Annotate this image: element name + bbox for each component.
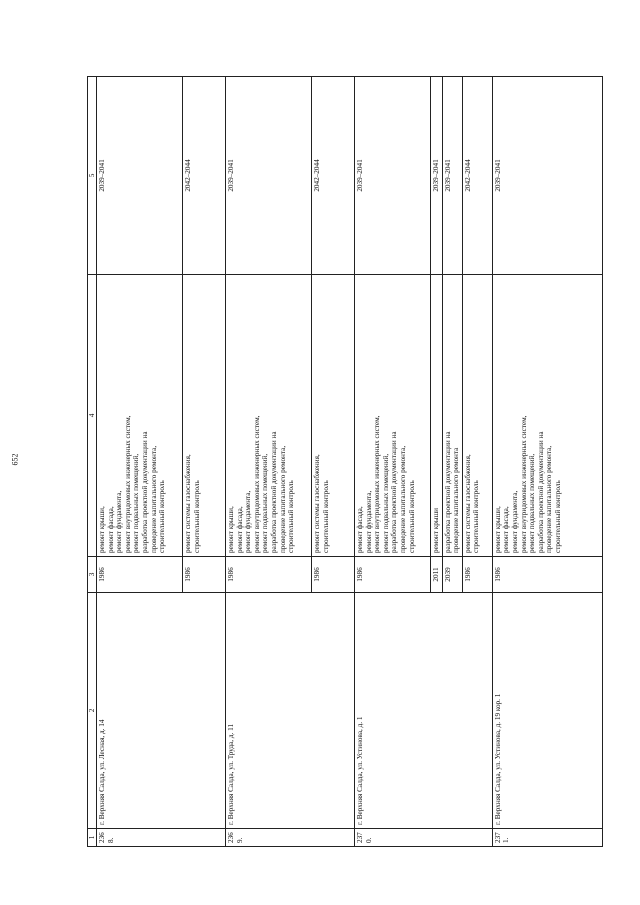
work-item: ремонт внутридомовых инженерных систем, [373,415,382,553]
header-row [88,77,97,847]
address-cell: г. Верхняя Салда, ул. Устинова, д. 19 кор. 1 [492,593,602,829]
table-row [355,77,431,847]
header-cell: 4 [88,275,97,557]
header-cell: 2 [88,593,97,829]
year-cell: 1986 [312,557,355,593]
period-cell: 2039–2041 [442,77,462,275]
year-cell: 1986 [462,557,492,593]
table-row [226,77,312,847]
work-item: ремонт внутридомовых инженерных систем, [123,415,132,553]
work-item: ремонт крыши, [493,506,502,553]
work-item: ремонт крыши [432,507,440,553]
year-cell: 1986 [183,557,226,593]
work-item: ремонт подвальных помещений, [261,453,270,553]
work-item: проведение капитального ремонта, [398,445,407,553]
work-item: разработка проектной документации на [536,431,545,553]
table-area [87,77,608,847]
period-cell: 2042–2044 [312,77,355,275]
address-cell: г. Верхняя Салда, ул. Труда, д. 11 [226,593,355,829]
works-cell [312,275,355,557]
address-cell: г. Верхняя Салда, ул. Лесная, д. 14 [97,593,226,829]
work-item: ремонт системы газоснабжения, [463,454,472,553]
works-cell [226,275,312,557]
period-cell: 2039–2041 [492,77,602,275]
works-cell [355,275,431,557]
work-item: ремонт фасада, [356,506,364,553]
period-cell: 2039–2041 [226,77,312,275]
work-item: проведение капитального ремонта, [149,445,158,553]
address-cell: г. Верхняя Салда, ул. Устинова, д. 1 [355,593,493,829]
year-cell: 2011 [431,557,443,593]
works-cell [442,275,462,557]
work-item: ремонт крыши, [98,506,106,553]
works-cell [492,275,602,557]
work-item: строительный контроль [287,480,296,553]
works-cell [431,275,443,557]
works-cell [183,275,226,557]
work-item: ремонт крыши, [227,506,235,553]
period-cell: 2039–2041 [97,77,183,275]
period-cell: 2039–2041 [431,77,443,275]
work-item: ремонт системы газоснабжения, [184,454,192,553]
year-cell: 2039 [442,557,462,593]
work-item: разработка проектной документации на [269,431,278,553]
works-cell [462,275,492,557]
work-item: ремонт системы газоснабжения, [313,454,321,553]
header-cell: 1 [88,829,97,847]
row-number-cell: 2368. [97,829,226,847]
work-item: строительный контроль [321,480,330,553]
rotated-sheet [87,77,608,847]
row-number-cell: 2370. [355,829,493,847]
work-item: ремонт подвальных помещений, [132,453,141,553]
work-item: ремонт фасада, [502,506,511,553]
period-cell: 2042–2044 [462,77,492,275]
year-cell: 1986 [97,557,183,593]
work-item: ремонт внутридомовых инженерных систем, [252,415,261,553]
work-item: ремонт фасада, [235,506,244,553]
year-cell: 1986 [355,557,431,593]
page-number: 652 [10,453,20,466]
row-number-cell: 2369. [226,829,355,847]
work-item: ремонт фундамента, [364,490,373,553]
table-body [88,77,603,847]
year-cell: 1986 [492,557,602,593]
period-cell: 2039–2041 [355,77,431,275]
work-item: ремонт фундамента, [115,490,124,553]
works-cell [97,275,183,557]
work-item: строительный контроль [407,480,416,553]
work-item: ремонт внутридомовых инженерных систем, [519,415,528,553]
period-cell: 2042–2044 [183,77,226,275]
work-item: ремонт фасада, [106,506,115,553]
table-row [97,77,183,847]
work-item: разработка проектной документации на [140,431,149,553]
year-cell: 1986 [226,557,312,593]
work-item: ремонт фундамента, [510,490,519,553]
work-item: ремонт подвальных помещений, [381,453,390,553]
header-cell: 3 [88,557,97,593]
work-item: разработка проектной документации на [443,431,452,553]
work-item: строительный контроль [192,480,201,553]
work-item: строительный контроль [472,480,481,553]
header-cell: 5 [88,77,97,275]
work-item: разработка проектной документации на [390,431,399,553]
table-row [492,77,602,847]
work-item: ремонт подвальных помещений, [528,453,537,553]
work-item: проведение капитального ремонта [452,447,461,553]
work-item: строительный контроль [158,480,167,553]
work-item: проведение капитального ремонта, [278,445,287,553]
row-number-cell: 2371. [492,829,602,847]
repair-schedule-table [87,76,603,847]
work-item: ремонт фундамента, [244,490,253,553]
work-item: проведение капитального ремонта, [545,445,554,553]
work-item: строительный контроль [553,480,562,553]
